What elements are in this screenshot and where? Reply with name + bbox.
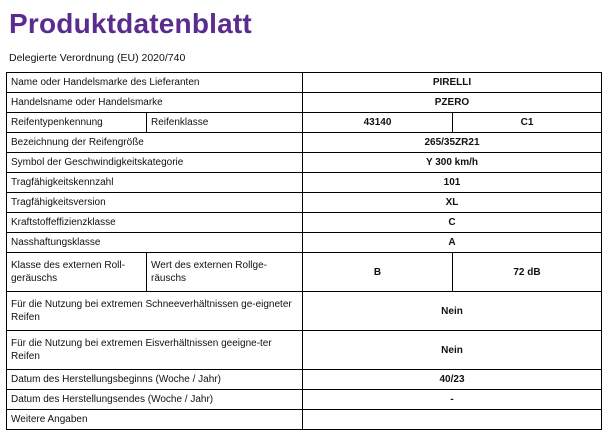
- snow-value: Nein: [303, 292, 602, 331]
- trade-name-label: Handelsname oder Handelsmarke: [7, 93, 303, 113]
- table-row: [7, 213, 602, 233]
- wet-grip-label: Nasshaftungsklasse: [7, 233, 303, 253]
- noise-value: 72 dB: [453, 253, 602, 292]
- speed-label: Symbol der Geschwindigkeitskategorie: [7, 153, 303, 173]
- page-title: Produktdatenblatt: [9, 8, 252, 39]
- table-row: [7, 133, 602, 153]
- table-row: [7, 233, 602, 253]
- ice-label: Für die Nutzung bei extremen Eisverhältnissen geeigne-ter Reifen: [7, 331, 303, 370]
- size-label: Bezeichnung der Reifengröße: [7, 133, 303, 153]
- table-row: [7, 253, 602, 292]
- production-end-value: -: [303, 390, 602, 410]
- noise-value-label: Wert des externen Rollge-räuschs: [147, 253, 303, 292]
- wet-grip-value: A: [303, 233, 602, 253]
- load-index-label: Tragfähigkeitskennzahl: [7, 173, 303, 193]
- regulation-subtitle: Delegierte Verordnung (EU) 2020/740: [9, 52, 186, 64]
- load-index-value: 101: [303, 173, 602, 193]
- table-row: [7, 292, 602, 331]
- load-version-value: XL: [303, 193, 602, 213]
- more-info-value: [303, 410, 602, 430]
- ice-value: Nein: [303, 331, 602, 370]
- fuel-class-label: Kraftstoffeffizienzklasse: [7, 213, 303, 233]
- noise-class-value: B: [303, 253, 453, 292]
- table-row: [7, 113, 602, 133]
- fuel-class-value: C: [303, 213, 602, 233]
- table-row: [7, 370, 602, 390]
- supplier-label: Name oder Handelsmarke des Lieferanten: [7, 73, 303, 93]
- table-row: [7, 153, 602, 173]
- product-data-table: [6, 72, 602, 430]
- more-info-label: Weitere Angaben: [7, 410, 303, 430]
- type-id-value: 43140: [303, 113, 453, 133]
- table-row: [7, 331, 602, 370]
- table-row: [7, 173, 602, 193]
- table-row: [7, 193, 602, 213]
- table-row: [7, 410, 602, 430]
- size-value: 265/35ZR21: [303, 133, 602, 153]
- table-row: [7, 390, 602, 410]
- table-row: [7, 73, 602, 93]
- production-start-label: Datum des Herstellungsbeginns (Woche / Jahr): [7, 370, 303, 390]
- production-end-label: Datum des Herstellungsendes (Woche / Jahr): [7, 390, 303, 410]
- supplier-value: PIRELLI: [303, 73, 602, 93]
- snow-label: Für die Nutzung bei extremen Schneeverhältnissen ge-eigneter Reifen: [7, 292, 303, 331]
- production-start-value: 40/23: [303, 370, 602, 390]
- trade-name-value: PZERO: [303, 93, 602, 113]
- table-row: [7, 93, 602, 113]
- speed-value: Y 300 km/h: [303, 153, 602, 173]
- noise-class-label: Klasse des externen Roll-geräuschs: [7, 253, 147, 292]
- tyre-class-label: Reifenklasse: [147, 113, 303, 133]
- load-version-label: Tragfähigkeitsversion: [7, 193, 303, 213]
- type-id-label: Reifentypenkennung: [7, 113, 147, 133]
- tyre-class-value: C1: [453, 113, 602, 133]
